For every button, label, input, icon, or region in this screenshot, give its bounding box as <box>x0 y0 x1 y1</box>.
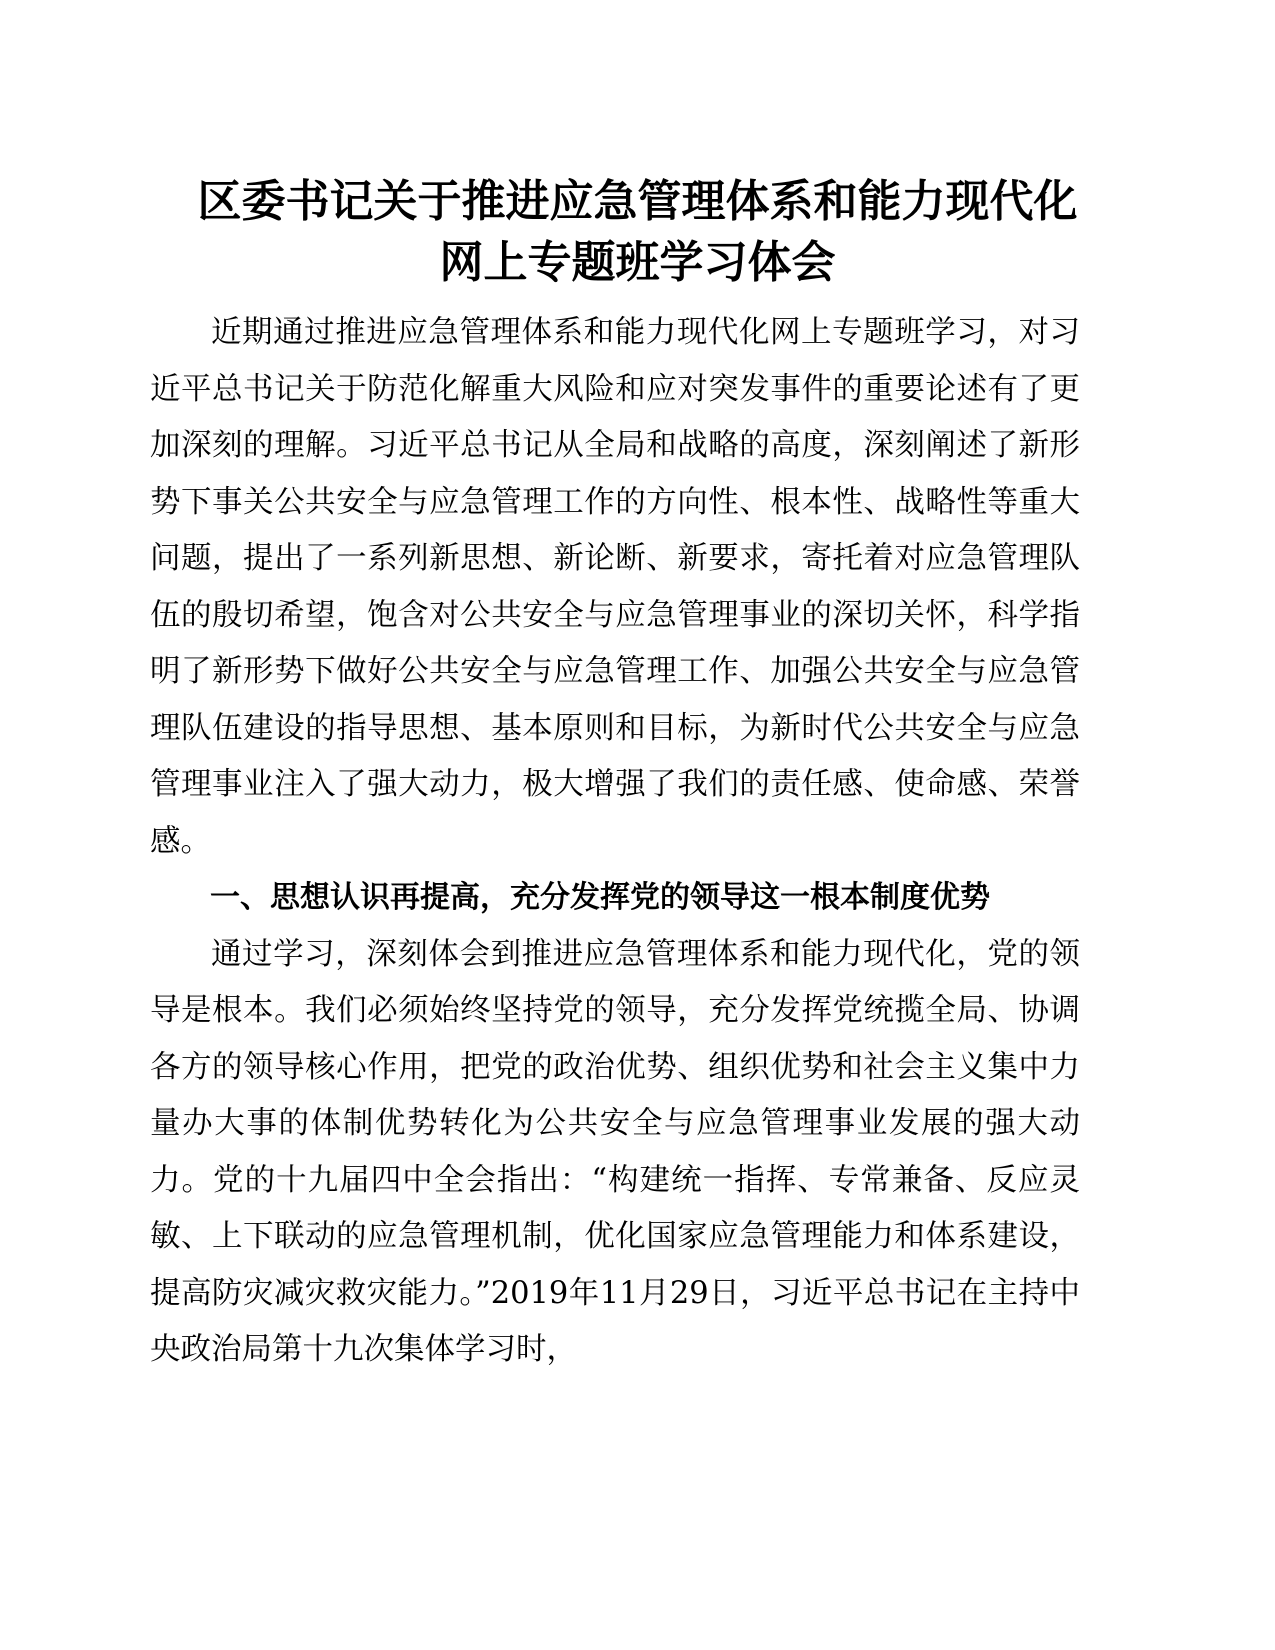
intro-paragraph: 近期通过推进应急管理体系和能力现代化网上专题班学习，对习近平总书记关于防范化解重大风险和应对突发事件的重要论述有了更加深刻的理解。习近平总书记从全局和战略的高度，深刻阐述了新形势下事关公共安全与应急管理工作的方向性、根本性、战略性等重大问题，提出了一系列新思想、新论断、新要求，寄托着对应急管理队伍的殷切希望，饱含对公共安全与应急管理事业的深切关怀，科学指明了新形势下做好公共安全与应急管理工作、加强公共安全与应急管理队伍建设的指导思想、基本原则和目标，为新时代公共安全与应急管理事业注入了强大动力，极大增强了我们的责任感、使命感、荣誉感。 <box>150 315 1080 859</box>
section-heading-1: 一、思想认识再提高，充分发挥党的领导这一根本制度优势 <box>210 880 990 915</box>
section-1-paragraph: 通过学习，深刻体会到推进应急管理体系和能力现代化，党的领导是根本。我们必须始终坚持党的领导，充分发挥党统揽全局、协调各方的领导核心作用，把党的政治优势、组织优势和社会主义集中力量办大事的体制优势转化为公共安全与应急管理事业发展的强大动力。党的十九届四中全会指出：“构建统一指挥、专常兼备、反应灵敏、上下联动的应急管理机制，优化国家应急管理能力和体系建设，提高防灾减灾救灾能力。”2019年11月29日，习近平总书记在主持中央政治局第十九次集体学习时， <box>150 936 1080 1367</box>
document-title-line-2: 网上专题班学习体会 <box>439 237 836 288</box>
document-body <box>150 305 1080 1379</box>
document-title-line-1: 区委书记关于推进应急管理体系和能力现代化 <box>197 176 1078 227</box>
